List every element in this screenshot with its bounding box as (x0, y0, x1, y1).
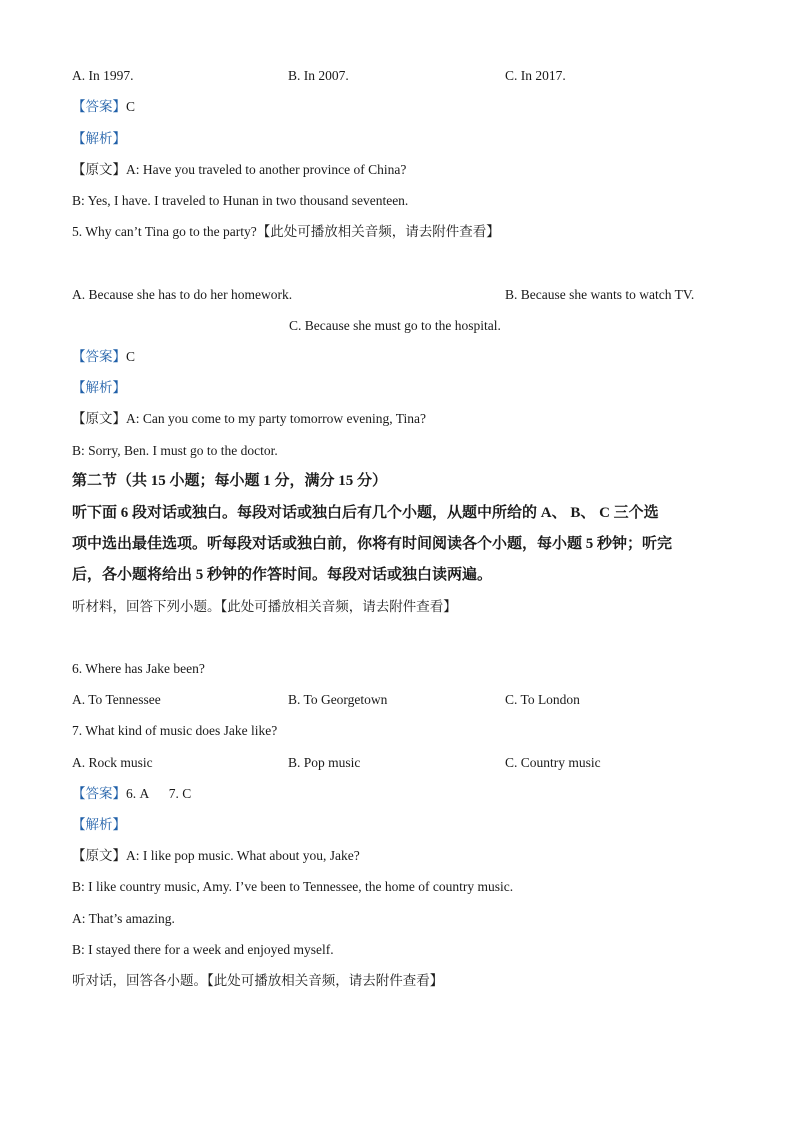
q5-option-b: B. Because she wants to watch TV. (505, 287, 695, 302)
q6-option-b: B. To Georgetown (288, 692, 388, 707)
q67-original-4: B: I stayed there for a week and enjoyed myself. (72, 942, 334, 957)
q5-answer (72, 348, 135, 366)
q7-option-c: C. Country music (505, 755, 601, 770)
q7-question: 7. What kind of music does Jake like? (72, 723, 278, 738)
section2-title: 第二节（共 15 小题；每小题 1 分，满分 15 分） (72, 473, 388, 489)
q4-analysis-tag: 【解析】 (72, 131, 126, 146)
q7-option-b: B. Pop music (288, 755, 361, 770)
answer-value: C (126, 349, 136, 364)
q67-answer (72, 785, 191, 803)
q5-original-b: B: Sorry, Ben. I must go to the doctor. (72, 443, 278, 458)
original-tag: 【原文】 (72, 162, 126, 177)
q6-option-a: A. To Tennessee (72, 692, 161, 707)
q4-answer (72, 98, 135, 116)
q67-analysis-tag: 【解析】 (72, 817, 126, 832)
q67-original-2: B: I like country music, Amy. I’ve been to Tennessee, the home of country music. (72, 879, 514, 894)
section2-instruction-2: 项中选出最佳选项。听每段对话或独白前，你将有时间阅读各个小题，每小题 5 秒钟；听完 (72, 536, 673, 552)
q5-question: 5. Why can’t Tina go to the party?【此处可播放相关音频，请去附件查看】 (72, 224, 500, 239)
q5-original-a (72, 410, 426, 428)
answer-value: C (126, 99, 136, 114)
section2-instruction-1: 听下面 6 段对话或独白。每段对话或独白后有几个小题，从题中所给的 A、 B、 C 三个选 (72, 505, 659, 521)
q4-original-b: B: Yes, I have. I traveled to Hunan in two thousand seventeen. (72, 193, 409, 208)
listen-prompt: 听材料，回答下列小题。【此处可播放相关音频，请去附件查看】 (72, 599, 457, 614)
original-tag: 【原文】 (72, 848, 126, 863)
answer-tag: 【答案】 (72, 786, 126, 801)
q4-option-b: B. In 2007. (288, 68, 349, 83)
q5-option-c: C. Because she must go to the hospital. (289, 318, 501, 333)
section2-instruction-3: 后，各小题将给出 5 秒钟的作答时间。每段对话或独白读两遍。 (72, 567, 493, 583)
original-tag: 【原文】 (72, 411, 126, 426)
original-text: A: I like pop music. What about you, Jake? (126, 848, 360, 863)
q4-option-a: A. In 1997. (72, 68, 134, 83)
original-text: A: Can you come to my party tomorrow evening, Tina? (126, 411, 426, 426)
q4-original-a (72, 161, 406, 179)
answer-value: 6. A 7. C (126, 786, 192, 801)
q6-option-c: C. To London (505, 692, 580, 707)
answer-tag: 【答案】 (72, 349, 126, 364)
q4-option-c: C. In 2017. (505, 68, 566, 83)
next-listen-prompt: 听对话，回答各小题。【此处可播放相关音频，请去附件查看】 (72, 973, 444, 988)
q7-option-a: A. Rock music (72, 755, 153, 770)
q67-original-3: A: That’s amazing. (72, 911, 175, 926)
q5-analysis-tag: 【解析】 (72, 380, 126, 395)
q5-option-a: A. Because she has to do her homework. (72, 287, 293, 302)
q67-original-1 (72, 847, 360, 865)
original-text: A: Have you traveled to another province of China? (126, 162, 407, 177)
answer-tag: 【答案】 (72, 99, 126, 114)
q6-question: 6. Where has Jake been? (72, 661, 205, 676)
